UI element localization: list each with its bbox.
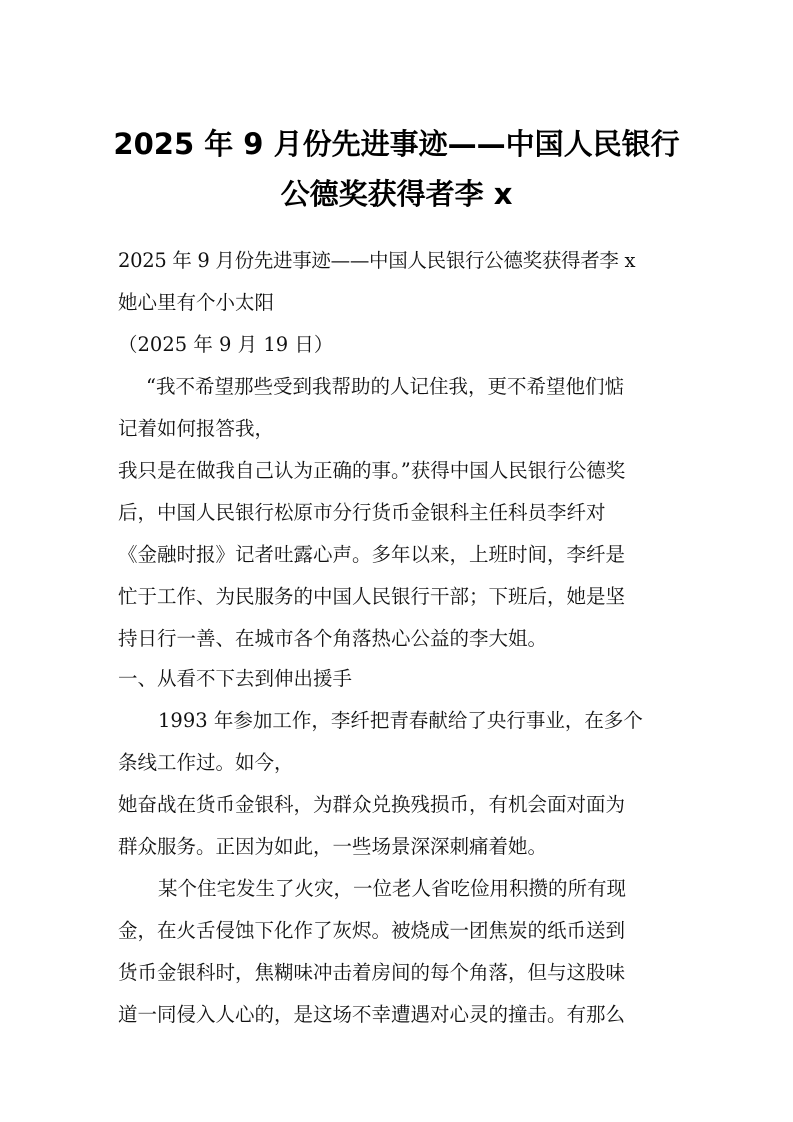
body-line: 忙于工作、为民服务的中国人民银行干部；下班后，她是坚 (118, 585, 626, 608)
body-line: 金，在火舌侵蚀下化作了灰烬。被烧成一团焦炭的纸币送到 (118, 919, 626, 942)
body-line: 记着如何报答我， (118, 417, 275, 440)
body-line: 某个住宅发生了火灾，一位老人省吃俭用积攒的所有现 (158, 877, 627, 900)
body-line: 群众服务。正因为如此，一些场景深深刺痛着她。 (118, 835, 548, 858)
body-line: 货币金银科时，焦糊味冲击着房间的每个角落，但与这股味 (118, 961, 626, 984)
body-line: 1993 年参加工作，李纤把青春献给了央行事业，在多个 (158, 709, 643, 732)
document-title-line-1: 2025 年 9 月份先进事迹——中国人民银行 (113, 127, 680, 161)
body-line-heading: 2025 年 9 月份先进事迹——中国人民银行公德奖获得者李 x (118, 249, 636, 272)
document-title-line-2: 公德奖获得者李 x (280, 177, 513, 211)
body-line: 后，中国人民银行松原市分行货币金银科主任科员李纤对 (118, 501, 606, 524)
body-line: 条线工作过。如今， (118, 751, 294, 774)
body-line: 道一同侵入人心的，是这场不幸遭遇对心灵的撞击。有那么 (118, 1003, 626, 1026)
body-line: 《金融时报》记者吐露心声。多年以来，上班时间，李纤是 (118, 543, 626, 566)
section-heading: 一、从看不下去到伸出援手 (118, 667, 353, 690)
body-line: “我不希望那些受到我帮助的人记住我，更不希望他们惦 (146, 375, 624, 398)
body-line-subtitle: 她心里有个小太阳 (118, 291, 275, 314)
body-line: 持日行一善、在城市各个角落热心公益的李大姐。 (118, 627, 548, 650)
body-line: 我只是在做我自己认为正确的事。”获得中国人民银行公德奖 (118, 459, 626, 482)
body-line: 她奋战在货币金银科，为群众兑换残损币，有机会面对面为 (118, 793, 626, 816)
body-line-date: （2025 年 9 月 19 日） (118, 333, 334, 356)
